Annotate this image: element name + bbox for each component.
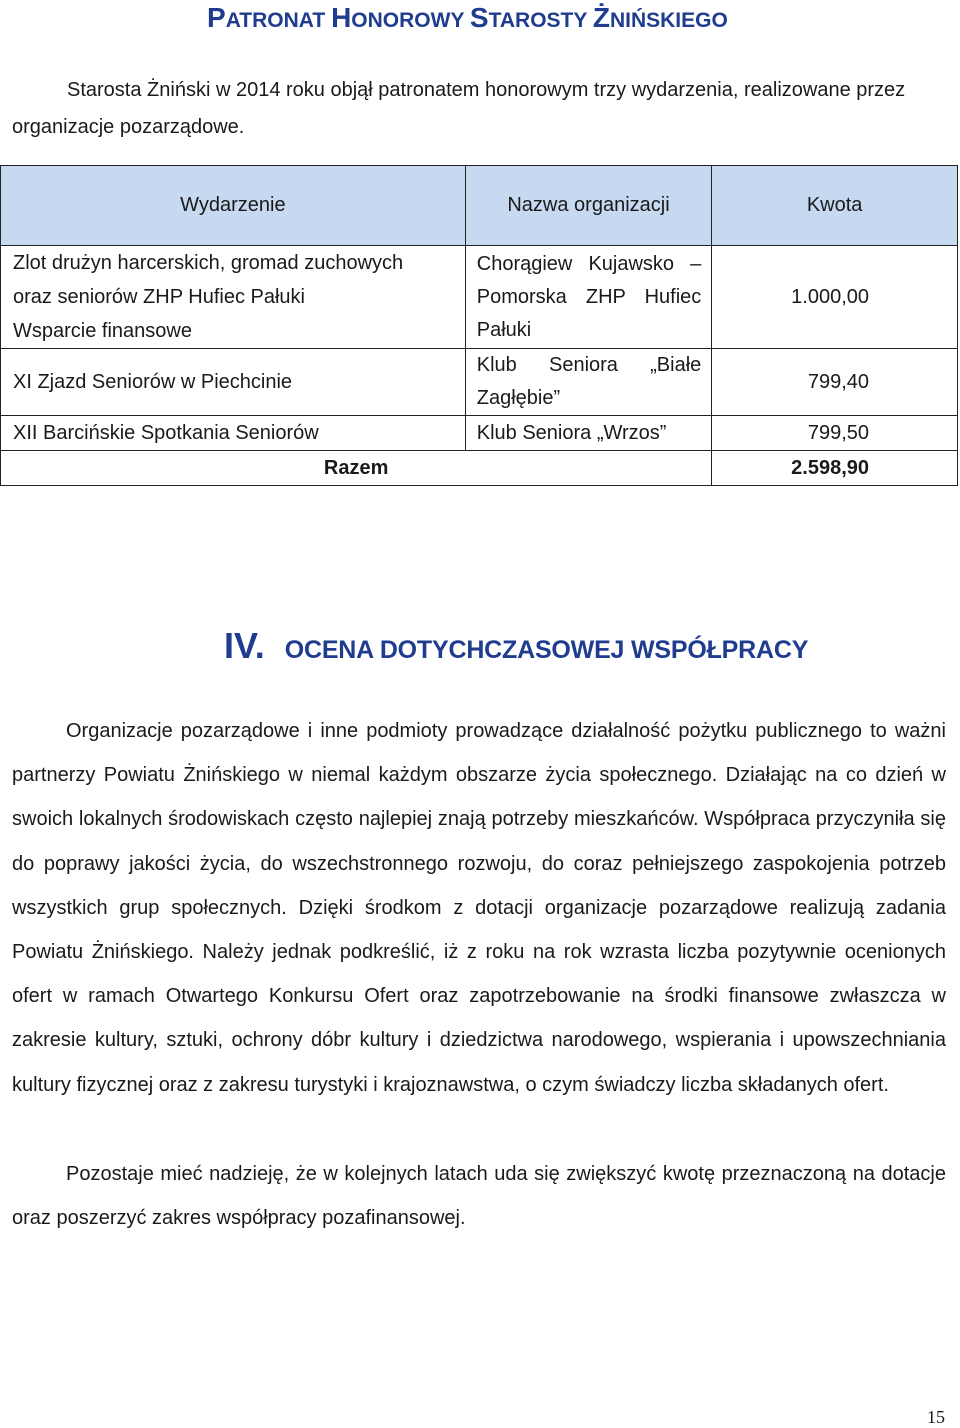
event-cell: XII Barcińskie Spotkania Seniorów bbox=[1, 416, 466, 451]
event-cell: XI Zjazd Seniorów w Piechcinie bbox=[1, 349, 466, 416]
total-row bbox=[1, 451, 958, 486]
event-cell bbox=[1, 246, 466, 349]
heading-word: ATRONAT bbox=[225, 9, 332, 32]
heading-letter: P bbox=[207, 2, 226, 33]
body-paragraph: Organizacje pozarządowe i inne podmioty prowadzące działalność pożytku publicznego to ważni partnerzy Powiatu Żnińskiego w niemal każdym obszarze życia społecznego. Działając na co dzień w swoich lokalnych środowiskach często najlepiej znają potrzeby mieszkańców. Współpraca przyczyniła się do poprawy jakości życia, do wszechstronnego rozwoju, do coraz pełniejszego zaspokojenia potrzeb wszystkich grup społecznych. Dzięki środkom z dotacji organizacje pozarządowe realizują zadania Powiatu Żnińskiego. Należy jednak podkreślić, iż z roku na rok wzrasta liczba pozytywnie ocenionych ofert w ramach Otwartego Konkursu Ofert oraz zapotrzebowanie na środki finansowe zwłaszcza w zakresie kultury, sztuki, ochrony dóbr kultury i dziedzictwa narodowego, wspierania i upowszechniania kultury fizycznej oraz z zakresu turystyki i krajoznawstwa, o czym świadczy liczba składanych ofert. bbox=[12, 720, 946, 1096]
table-header-row bbox=[1, 166, 958, 246]
section-number: IV. bbox=[224, 625, 265, 666]
heading-word: TAROSTY bbox=[488, 9, 593, 32]
patronage-table bbox=[0, 165, 958, 486]
heading-letter: H bbox=[331, 2, 352, 33]
amount-cell: 799,50 bbox=[712, 416, 958, 451]
heading-letter: Ż bbox=[592, 2, 610, 33]
amount-cell: 1.000,00 bbox=[712, 246, 958, 349]
body-paragraph: Pozostaje mieć nadzieję, że w kolejnych latach uda się zwiększyć kwotę przeznaczoną na dotacje oraz poszerzyć zakres współpracy pozafinansowej. bbox=[12, 1163, 946, 1230]
total-amount: 2.598,90 bbox=[712, 451, 958, 486]
section-title bbox=[224, 625, 808, 667]
organization-cell: Klub Seniora „Wrzos” bbox=[465, 416, 712, 451]
event-line: Wsparcie finansowe bbox=[13, 320, 192, 342]
heading-word: NIŃSKIEGO bbox=[609, 9, 728, 32]
heading-word: ONOROWY bbox=[351, 9, 470, 32]
organization-cell: Klub Seniora „Białe Zagłębie” bbox=[465, 349, 712, 416]
table-row bbox=[1, 246, 958, 349]
total-label: Razem bbox=[1, 451, 712, 486]
intro-paragraph: Starosta Żniński w 2014 roku objął patronatem honorowym trzy wydarzenia, realizowane przez organizacje pozarządowe. bbox=[12, 79, 906, 138]
table-row bbox=[1, 416, 958, 451]
header-amount: Kwota bbox=[712, 166, 958, 246]
organization-cell: Chorągiew Kujawsko – Pomorska ZHP Hufiec Pałuki bbox=[465, 246, 712, 349]
header-organization: Nazwa organizacji bbox=[465, 166, 712, 246]
section-title-text: OCENA DOTYCHCZASOWEJ WSPÓŁPRACY bbox=[284, 636, 809, 664]
event-line: Zlot drużyn harcerskich, gromad zuchowych bbox=[13, 252, 404, 274]
amount-cell: 799,40 bbox=[712, 349, 958, 416]
heading-letter: S bbox=[469, 2, 489, 33]
page-heading bbox=[207, 2, 728, 34]
table-row bbox=[1, 349, 958, 416]
page-number: 15 bbox=[927, 1407, 945, 1427]
header-event: Wydarzenie bbox=[1, 166, 466, 246]
event-line: oraz seniorów ZHP Hufiec Pałuki bbox=[13, 286, 305, 308]
